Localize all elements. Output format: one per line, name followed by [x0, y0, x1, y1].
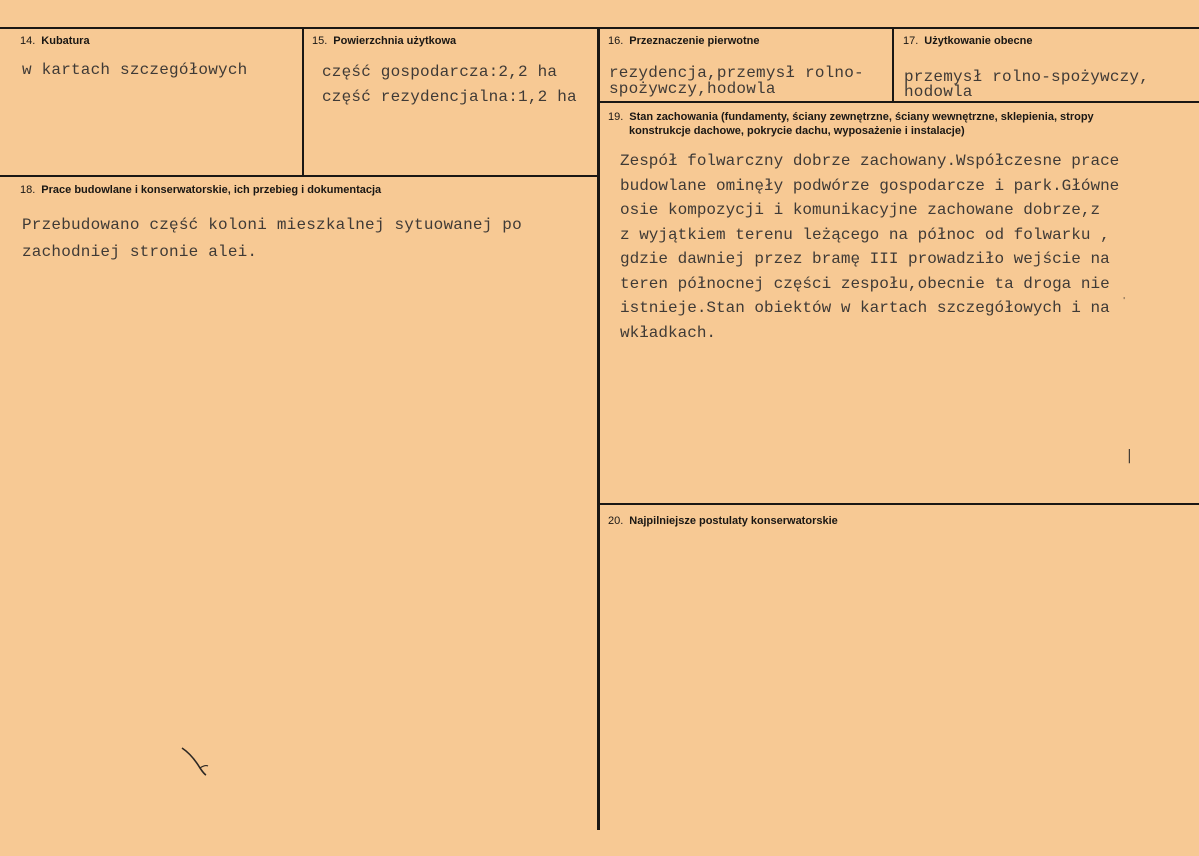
field-18-number: 18.: [20, 184, 36, 196]
field-19-line-5: gdzie dawniej przez bramę III prowadziło wejście na: [620, 250, 1110, 268]
center-rule: [597, 28, 600, 830]
field-15-line-1: część gospodarcza:2,2 ha: [322, 63, 558, 81]
field-19-line-6: teren północnej części zespołu,obecnie ta droga nie: [620, 274, 1110, 293]
field-18-line-1: Przebudowano część koloni mieszkalnej sytuowanej po: [22, 216, 522, 234]
field-19-number: 19.: [608, 111, 624, 123]
field-19-label: [608, 110, 1094, 124]
rule-between-14-15: [302, 28, 304, 175]
field-16-line-1: rezydencja,przemysł rolno-: [609, 64, 864, 82]
field-14-label: [20, 34, 90, 48]
field-19-line-1: Zespół folwarczny dobrze zachowany.Współczesne prace: [620, 152, 1120, 170]
field-18-label: [20, 183, 381, 197]
field-17-number: 17.: [903, 35, 919, 47]
field-15-title: Powierzchnia użytkowa: [333, 35, 457, 47]
field-19-value: [620, 149, 1119, 345]
field-19-line-4: z wyjątkiem terenu leżącego na północ od folwarku ,: [620, 225, 1110, 244]
pencil-mark-icon: [178, 744, 212, 778]
field-19-title: Stan zachowania (fundamenty, ściany zewnętrzne, ściany wewnętrzne, sklepienia, stropy: [629, 111, 1094, 123]
field-20-label: [608, 514, 838, 528]
field-16-label: [608, 34, 760, 48]
field-15-number: 15.: [312, 35, 328, 47]
field-16-number: 16.: [608, 35, 624, 47]
field-17-line-2: hodowla: [904, 83, 973, 101]
field-19-line-7: istnieje.Stan obiektów w kartach szczegółowych i na: [620, 299, 1110, 317]
field-15-line-2: część rezydencjalna:1,2 ha: [322, 88, 577, 106]
field-18-line-2: zachodniej stronie alei.: [22, 243, 258, 261]
rule-under-14-15: [0, 175, 599, 177]
speck-mark-icon: ': [1123, 296, 1126, 305]
field-18-title: Prace budowlane i konserwatorskie, ich przebieg i dokumentacja: [41, 184, 382, 196]
field-19-line-3: osie kompozycji i komunikacyjne zachowane dobrze,z: [620, 201, 1101, 219]
field-16-line-2: spożywczy,hodowla: [609, 80, 776, 98]
field-14-number: 14.: [20, 35, 36, 47]
field-14-title: Kubatura: [41, 35, 90, 47]
field-15-label: [312, 34, 456, 48]
field-14-value: w kartach szczegółowych: [22, 61, 248, 79]
rule-under-16-17: [598, 101, 1199, 103]
field-19-label-line-2: konstrukcje dachowe, pokrycie dachu, wyposażenie i instalacje): [629, 125, 965, 137]
rule-under-19: [598, 503, 1199, 505]
speck-mark-icon: |: [1127, 448, 1132, 464]
field-19-line-8: wkładkach.: [620, 323, 717, 342]
field-16-title: Przeznaczenie pierwotne: [629, 35, 760, 47]
field-17-line-1: przemysł rolno-spożywczy,: [904, 68, 1150, 86]
field-20-title: Najpilniejsze postulaty konserwatorskie: [629, 515, 838, 527]
field-17-label: [903, 34, 1033, 48]
field-17-title: Użytkowanie obecne: [924, 35, 1033, 47]
rule-between-16-17: [892, 28, 894, 102]
field-20-number: 20.: [608, 515, 624, 527]
field-19-line-2: budowlane ominęły podwórze gospodarcze i park.Główne: [620, 176, 1120, 195]
